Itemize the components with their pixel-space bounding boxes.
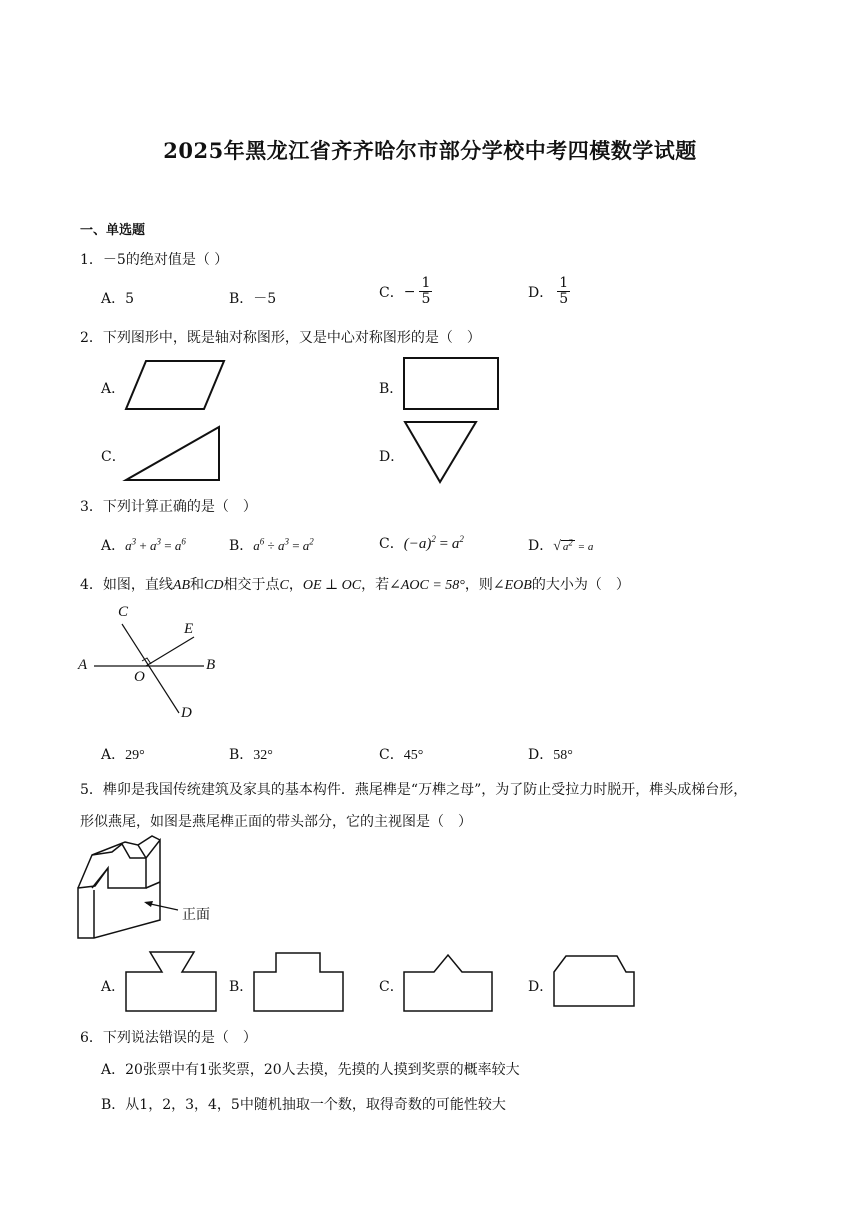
minus-sign: − <box>403 283 416 300</box>
q6-stem: 6．下列说法错误的是（ ） <box>80 1030 257 1046</box>
math-expression: $a^3 + a^3 = a^6$ <box>125 536 186 553</box>
front-label: 正面 <box>182 907 210 923</box>
math-expression: √ $a^2 = a$ <box>553 537 594 554</box>
q2-option-a-label: A． <box>101 381 126 397</box>
numerator: 1 <box>559 275 569 291</box>
option-label: D． <box>528 538 554 554</box>
q5-stem-line1: 5．榫卯是我国传统建筑及家具的基本构件．燕尾榫是“万榫之母”，为了防止受拉力时脱开，榫头成梯台形， <box>80 782 748 798</box>
math-expression: $a^6 \div a^3 = a^2$ <box>253 536 314 553</box>
option-label: B． <box>229 291 254 307</box>
denominator: 5 <box>421 291 431 308</box>
q5-option-d-label: D． <box>528 979 554 995</box>
numerator: 1 <box>421 275 431 291</box>
q5-stem-line2: 形似燕尾，如图是燕尾榫正面的带头部分，它的主视图是（ ） <box>80 814 472 830</box>
q1-stem: 1．－5的绝对值是（ ） <box>80 252 229 268</box>
q2-option-b-label: B． <box>379 381 404 397</box>
math-expression: $(-a)^2 = a^2$ <box>403 534 464 552</box>
q4-option-c: C．45° <box>379 747 424 763</box>
option-label: C． <box>379 284 404 301</box>
q2-option-d-label: D． <box>379 449 405 465</box>
q6-option-a: A．20张票中有1张奖票，20人去摸，先摸的人摸到奖票的概率较大 <box>101 1062 520 1078</box>
option-a-shape <box>126 952 216 1011</box>
option-label: B． <box>229 538 254 554</box>
q5-option-c-label: C． <box>379 979 404 995</box>
option-label: A． <box>101 538 126 554</box>
q2-stem: 2．下列图形中，既是轴对称图形，又是中心对称图形的是（ ） <box>80 330 481 346</box>
q3-stem: 3．下列计算正确的是（ ） <box>80 499 257 515</box>
option-text: 5 <box>125 291 135 307</box>
point-label-o: O <box>134 669 145 685</box>
q4-stem: 4．如图，直线AB和CD相交于点C，OE ⊥ OC，若∠AOC = 58°，则∠EOB的大小为（ ） <box>80 577 630 593</box>
q5-option-b-label: B． <box>229 979 254 995</box>
q5-option-a-label: A． <box>101 979 126 995</box>
point-label-a: A <box>78 657 88 673</box>
q4-option-a: A．29° <box>101 747 145 763</box>
q4-option-d: D．58° <box>528 747 573 763</box>
point-label-c: C <box>118 604 129 620</box>
point-label-d: D <box>181 705 192 721</box>
sqrt-sign: √ <box>553 539 561 554</box>
option-label: D． <box>528 284 554 301</box>
option-b-shape <box>254 953 343 1011</box>
q4-option-b: B．32° <box>229 747 273 763</box>
point-label-e: E <box>184 621 194 637</box>
option-c-shape <box>404 955 492 1011</box>
section-heading: 一、单选题 <box>80 223 146 238</box>
q2-option-c-label: C． <box>101 449 126 465</box>
option-label: C． <box>379 536 404 552</box>
option-d-shape <box>554 956 634 1006</box>
point-label-b: B <box>206 657 216 673</box>
denominator: 5 <box>559 291 569 308</box>
q6-option-b: B．从1，2，3，4，5中随机抽取一个数，取得奇数的可能性较大 <box>101 1097 506 1113</box>
option-text: －5 <box>253 291 277 307</box>
page-title: 2025年黑龙江省齐齐哈尔市部分学校中考四模数学试题 <box>163 138 697 163</box>
option-label: A． <box>101 291 126 307</box>
